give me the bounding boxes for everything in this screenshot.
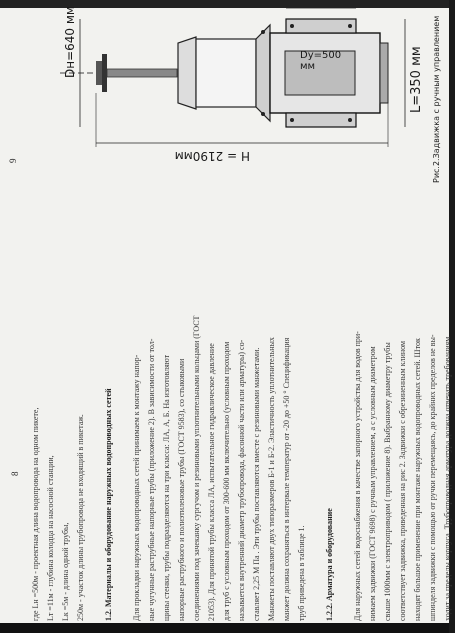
- text-line: свыше 1000мм с электроприводом ( приложение 8). Выбранному диаметру трубы: [383, 342, 392, 621]
- label-length: L=350 мм: [409, 46, 424, 113]
- label-height: H = 2190мм: [174, 149, 250, 163]
- text-line: для труб с условным проходом от 300-600 мм включительно (условным проходом: [222, 341, 231, 621]
- text-line: ные чугунные раструбные напорные трубы (приложение 2). В зависимости от тол-: [147, 338, 156, 621]
- scan-edge-bottom: [0, 623, 449, 633]
- label-dn: Dн=640 мм: [63, 6, 77, 78]
- text-line: 1.2. Материалы и оборудование наружных водопроводных сетей: [104, 388, 113, 621]
- text-line: ставляет 2,25 М Па . Эти трубы поставляются вместе с резиновыми манжетами.: [252, 347, 261, 621]
- handwheel-rim: [102, 54, 107, 92]
- text-line: нимаем задвижки (ГОСТ 9698) с ручным управлением, а с условным диаметром: [368, 346, 377, 621]
- text-line: Lк =5м - длина одной трубы,: [61, 522, 70, 621]
- valve-base: [380, 43, 388, 103]
- text-line: 1.2.2. Арматура и оборудование: [325, 508, 334, 621]
- text-line: называется внутренний диаметр трубопровода, фасонной части или арматуры) со-: [237, 339, 246, 621]
- text-line: Lт =11м - глубина колодца на насосной станции,: [46, 455, 55, 621]
- text-line: Для прокладки наружных водопроводных сетей принимаем к монтажу напор-: [132, 354, 141, 621]
- flange-left: [286, 113, 356, 127]
- text-line: шпинделя задвижки с помощью от ручки перемещаясь, до крайних пределов не вы-: [428, 334, 437, 621]
- bonnet-body: [196, 39, 256, 107]
- text-line: 21053). Для принятой трубы класса ЛА, испытательное гидравлическое давление: [207, 343, 216, 621]
- text-line: щины стенки, трубы подразделяются на три класса: ЛА, А, Б. На изготовляют: [162, 354, 171, 621]
- label-dy: Dy=500 мм: [300, 50, 342, 72]
- handwheel-hub: [96, 61, 102, 85]
- text-line: напорные раструбного и полиэтиленовые трубы (ГОСТ 9583), со стыковыми: [177, 358, 186, 621]
- bonnet-flange: [256, 25, 270, 121]
- text-line: соединениями под зачеканку сургучом и резиновыми уплотнительными кольцами (ГОСТ: [192, 315, 201, 621]
- text-line: Манжеты поставляют двух типоразмеров Б-1 и Б-2. Эластичность уплотнительных: [267, 337, 276, 621]
- text-line: 250м - участок длины трубопровода не входящий в пикетаж.: [76, 414, 85, 621]
- text-line: находят большое применение при монтаже наружных водопроводных сетей. Шток: [413, 338, 422, 621]
- text-line: ходит за пределы корпуса. Трубопроводная арматура должна отвечать требованиям: [443, 336, 452, 621]
- text-line: где Lн =500м - проектная длина водопровода на одном пикете,: [31, 407, 40, 621]
- flange-right: [286, 19, 356, 33]
- text-line: манжет должна сохраняться в интервале температур от -20 до +50 ° Спецификация: [282, 337, 291, 621]
- spindle: [107, 69, 177, 77]
- text-line: труб приведена в таблице 1.: [297, 525, 306, 621]
- text-line: соответствует задвижка, приведенная на рис 2. Задвижки с обрезиненным клином: [398, 340, 407, 621]
- bonnet-top: [178, 37, 196, 109]
- figure-caption: Рис.2.Задвижка с ручным управлением: [432, 15, 441, 183]
- text-line: Для наружных сетей водоснабжения в качестве запорного устройства для водов при-: [353, 331, 362, 621]
- page-number-left: 8: [10, 471, 20, 476]
- page-number-right: 9: [8, 158, 18, 163]
